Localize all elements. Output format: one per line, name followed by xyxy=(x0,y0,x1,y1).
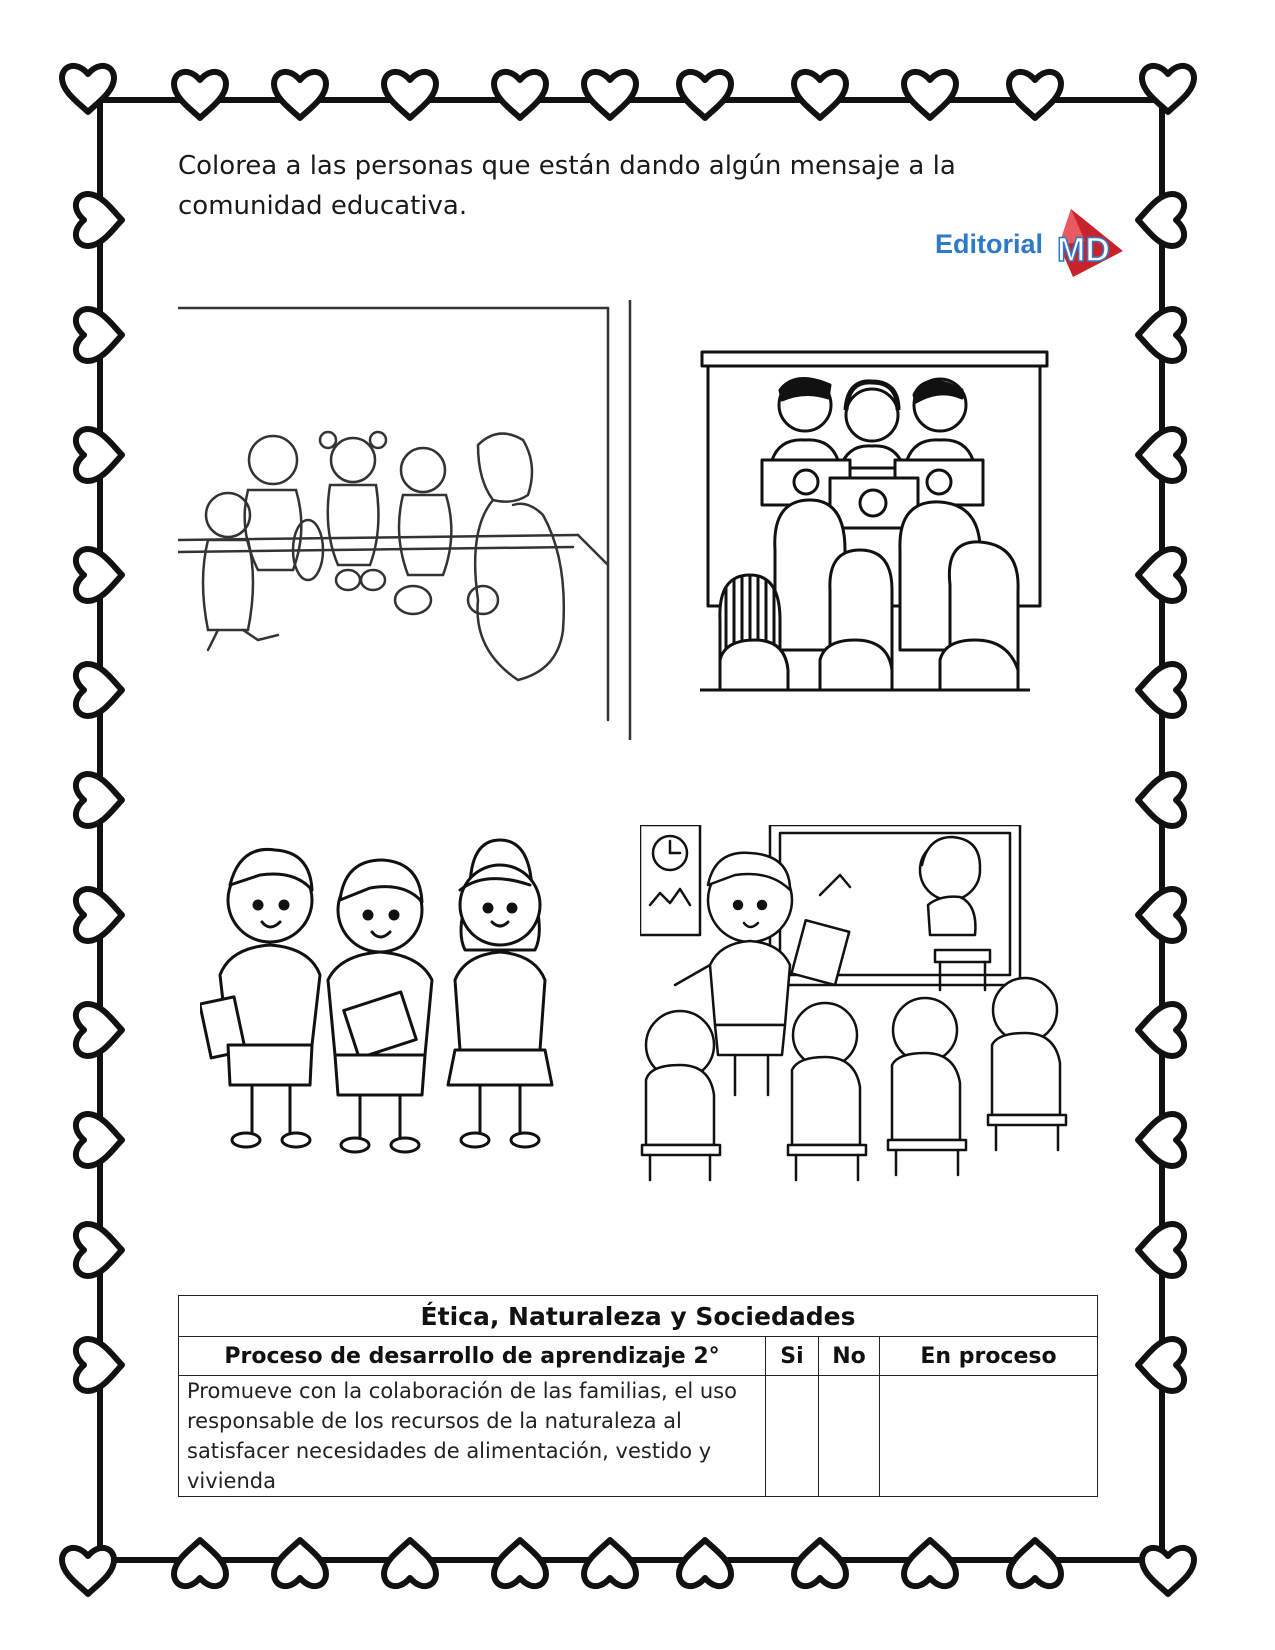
heart-icon xyxy=(679,72,731,118)
heart-icon xyxy=(494,1540,546,1586)
illustration-panel-speakers xyxy=(700,350,1075,725)
heart-icon xyxy=(494,72,546,118)
cell-yes-checkbox[interactable] xyxy=(766,1376,819,1497)
logo-text: Editorial xyxy=(935,229,1044,259)
heart-icon xyxy=(1138,309,1184,361)
heart-icon xyxy=(76,429,122,481)
heart-icon xyxy=(274,72,326,118)
heart-icon xyxy=(1138,1224,1184,1276)
heart-icon xyxy=(1009,1540,1061,1586)
heart-icon xyxy=(76,194,122,246)
heart-icon xyxy=(76,774,122,826)
editorial-logo xyxy=(935,205,1125,285)
heart-icon xyxy=(384,72,436,118)
header-process: Proceso de desarrollo de aprendizaje 2° xyxy=(179,1337,766,1376)
heart-icon xyxy=(76,1004,122,1056)
heart-icon xyxy=(76,549,122,601)
logo-mark-icon xyxy=(1043,205,1128,285)
heart-icon xyxy=(274,1540,326,1586)
heart-icon xyxy=(76,1224,122,1276)
heart-icon xyxy=(1138,194,1184,246)
heart-icon xyxy=(794,72,846,118)
heart-icon xyxy=(584,72,636,118)
cell-in-progress-checkbox[interactable] xyxy=(880,1376,1098,1497)
header-yes: Si xyxy=(766,1337,819,1376)
heart-icon xyxy=(1138,774,1184,826)
heart-icon xyxy=(1138,1114,1184,1166)
instruction-text: Colorea a las personas que están dando algún mensaje a la comunidad educativa. xyxy=(178,151,956,221)
evaluation-table xyxy=(178,1295,1098,1497)
illustration-children-seated xyxy=(178,300,640,740)
heart-icon xyxy=(1138,429,1184,481)
heart-icon xyxy=(1009,72,1061,118)
heart-icon xyxy=(584,1540,636,1586)
heart-icon xyxy=(76,1339,122,1391)
heart-icon xyxy=(1142,66,1194,112)
heart-icon xyxy=(384,1540,436,1586)
row-description: Promueve con la colaboración de las familias, el uso responsable de los recursos de la naturaleza al satisfacer necesidades de alimentación, vestido y vivienda xyxy=(179,1376,766,1497)
heart-icon xyxy=(174,1540,226,1586)
table-title: Ética, Naturaleza y Sociedades xyxy=(179,1296,1098,1337)
heart-icon xyxy=(794,1540,846,1586)
header-no: No xyxy=(819,1337,880,1376)
heart-icon xyxy=(904,1540,956,1586)
heart-icon xyxy=(1138,889,1184,941)
heart-icon xyxy=(1138,549,1184,601)
heart-icon xyxy=(174,72,226,118)
heart-icon xyxy=(1138,1339,1184,1391)
illustration-students-with-books xyxy=(200,830,580,1190)
heart-icon xyxy=(76,664,122,716)
table-row xyxy=(179,1376,1098,1497)
heart-icon xyxy=(76,889,122,941)
heart-icon xyxy=(1138,1004,1184,1056)
heart-icon xyxy=(679,1540,731,1586)
illustration-student-presenting xyxy=(640,825,1090,1235)
heart-icon xyxy=(76,1114,122,1166)
heart-icon xyxy=(904,72,956,118)
heart-icon xyxy=(1138,664,1184,716)
heart-icon xyxy=(76,309,122,361)
heart-icon xyxy=(62,1548,114,1594)
logo-mark-text: MD xyxy=(1057,231,1110,269)
heart-icon xyxy=(62,66,114,112)
header-in-progress: En proceso xyxy=(880,1337,1098,1376)
cell-no-checkbox[interactable] xyxy=(819,1376,880,1497)
heart-icon xyxy=(1142,1548,1194,1594)
